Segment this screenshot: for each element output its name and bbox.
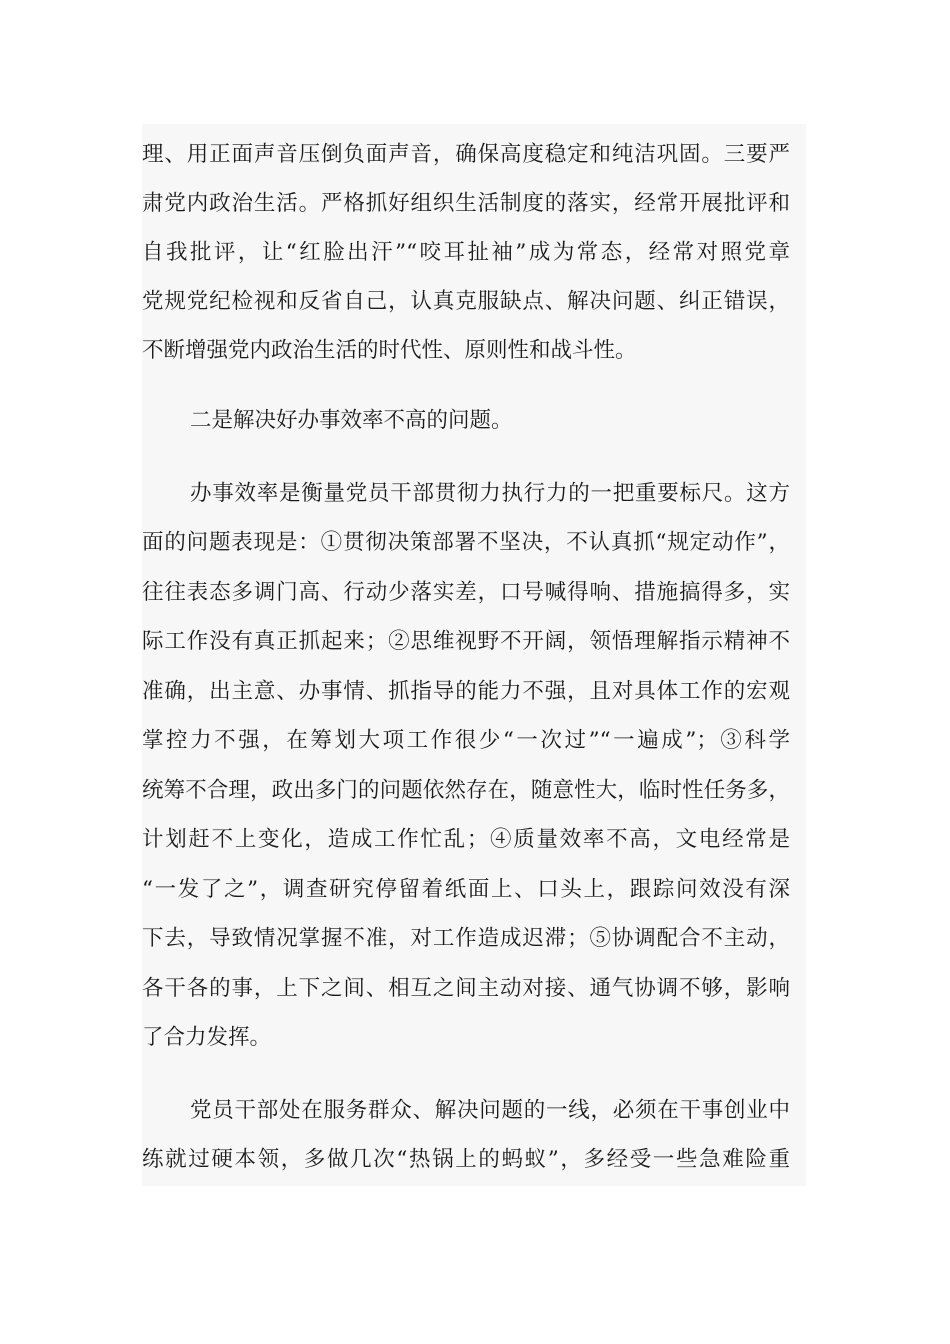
paragraph-line: 肃党内政治生活。严格抓好组织生活制度的落实，经常开展批评和	[142, 191, 790, 216]
paragraph-line: 练就过硬本领，多做几次“热锅上的蚂蚁”，多经受一些急难险重	[142, 1147, 790, 1172]
paragraph-line: 面的问题表现是：①贯彻决策部署不坚决，不认真抓“规定动作”，	[142, 530, 790, 555]
paragraph-line: 统筹不合理，政出多门的问题依然存在，随意性大，临时性任务多，	[142, 778, 790, 803]
paragraph-line: 准确，出主意、办事情、抓指导的能力不强，且对具体工作的宏观	[142, 679, 790, 704]
section-heading: 二是解决好办事效率不高的问题。	[190, 408, 513, 433]
paragraph-line: 办事效率是衡量党员干部贯彻力执行力的一把重要标尺。这方	[190, 481, 790, 506]
paragraph-line: 下去，导致情况掌握不准，对工作造成迟滞；⑤协调配合不主动，	[142, 926, 790, 951]
paragraph-line: 理、用正面声音压倒负面声音，确保高度稳定和纯洁巩固。三要严	[142, 142, 790, 167]
paragraph-line: 党员干部处在服务群众、解决问题的一线，必须在干事创业中	[190, 1098, 790, 1123]
paragraph-line: 际工作没有真正抓起来；②思维视野不开阔，领悟理解指示精神不	[142, 629, 790, 654]
paragraph-line: 计划赶不上变化，造成工作忙乱；④质量效率不高，文电经常是	[142, 827, 790, 852]
document-page	[142, 124, 806, 1186]
paragraph-line: 了合力发挥。	[142, 1025, 272, 1050]
paragraph-line: 自我批评，让“红脸出汗”“咬耳扯袖”成为常态，经常对照党章	[142, 240, 790, 265]
paragraph-line: 掌控力不强，在筹划大项工作很少“一次过”“一遍成”；③科学	[142, 728, 790, 753]
paragraph-line: 各干各的事，上下之间、相互之间主动对接、通气协调不够，影响	[142, 976, 790, 1001]
paragraph-line: 往往表态多调门高、行动少落实差，口号喊得响、措施搞得多，实	[142, 580, 790, 605]
paragraph-line: 不断增强党内政治生活的时代性、原则性和战斗性。	[142, 338, 637, 363]
paragraph-line: “一发了之”，调查研究停留着纸面上、口头上，跟踪问效没有深	[142, 877, 790, 902]
paragraph-line: 党规党纪检视和反省自己，认真克服缺点、解决问题、纠正错误，	[142, 289, 790, 314]
